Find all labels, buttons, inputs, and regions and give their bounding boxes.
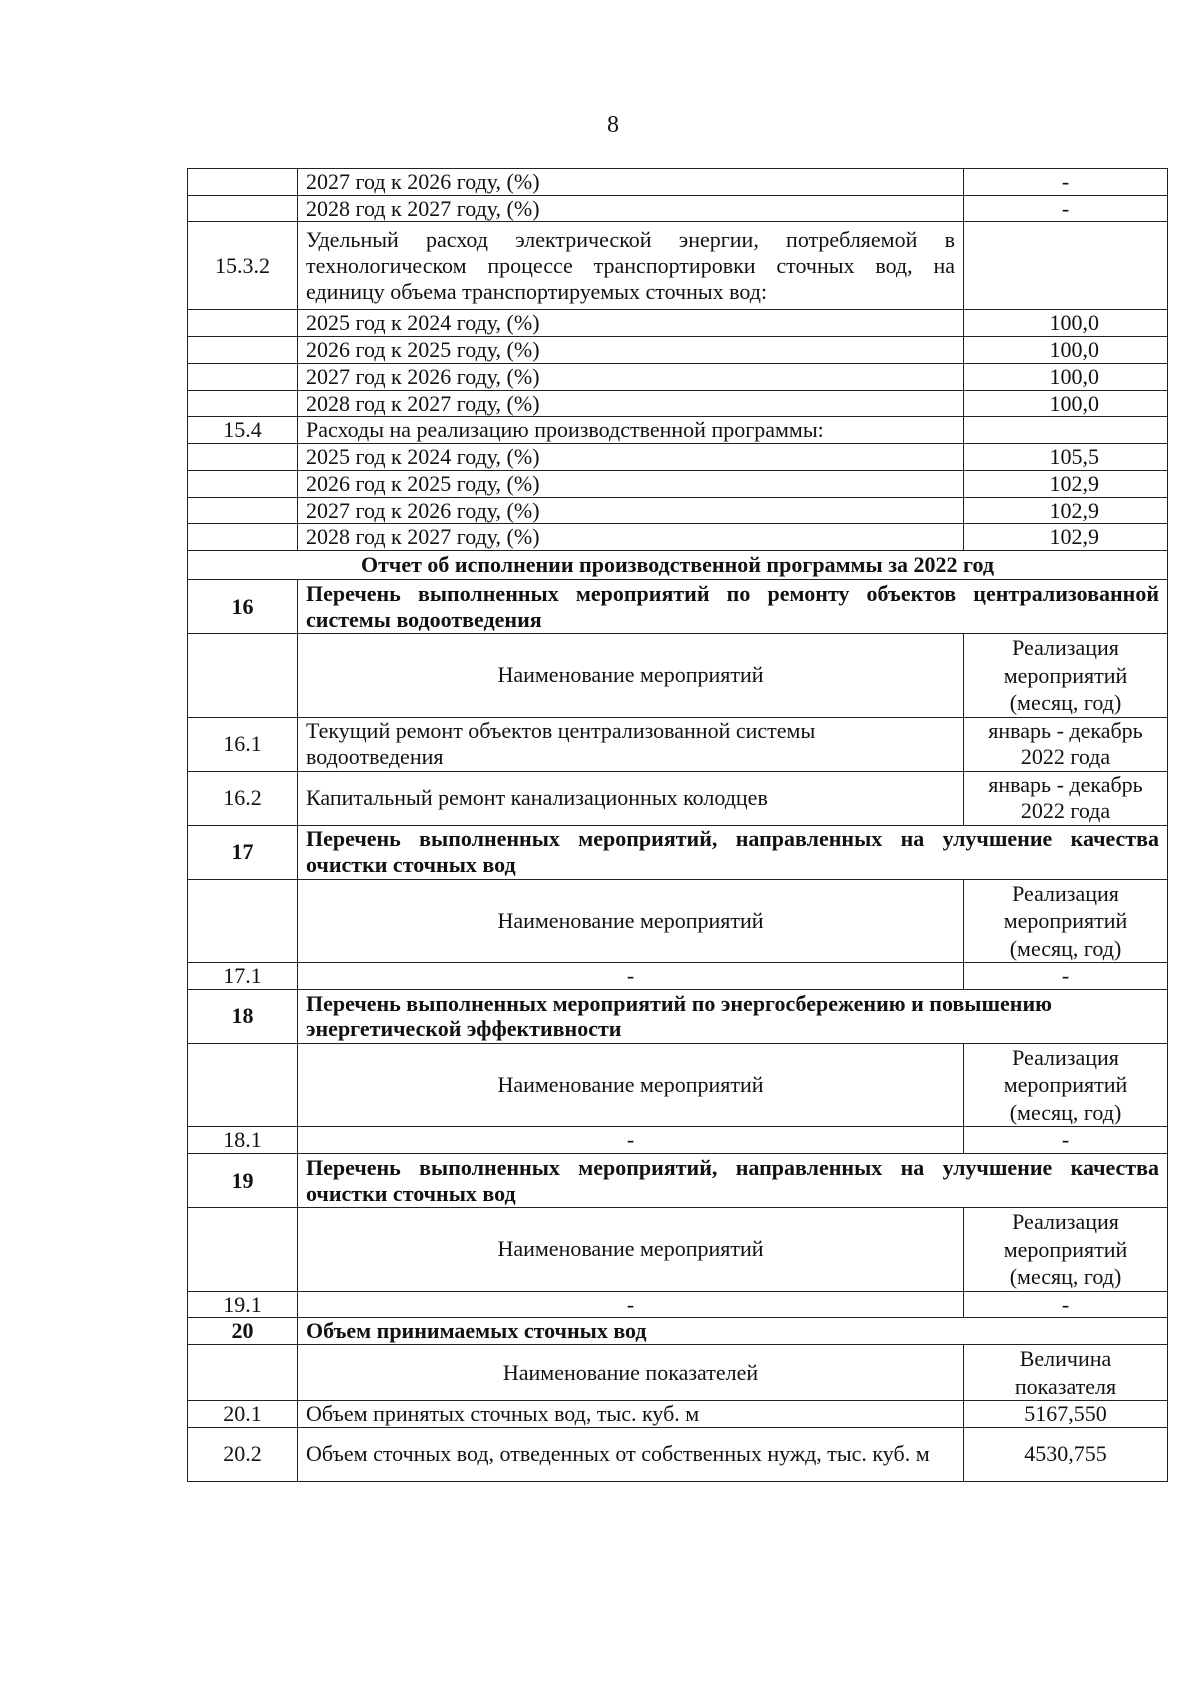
column-header-value: Реализация мероприятий (месяц, год) [964, 879, 1168, 963]
report-title-row [188, 551, 1168, 580]
row-value: 102,9 [964, 497, 1168, 524]
item-number: 20.1 [188, 1401, 298, 1428]
item-number: 19.1 [188, 1291, 298, 1318]
row-value: 100,0 [964, 363, 1168, 390]
row-value: 105,5 [964, 444, 1168, 471]
table-row [188, 470, 1168, 497]
row-value: - [964, 195, 1168, 222]
section-number: 19 [188, 1154, 298, 1208]
number-cell [188, 169, 298, 196]
table-row [188, 1401, 1168, 1428]
column-header-row [188, 879, 1168, 963]
section-number: 18 [188, 989, 298, 1043]
item-number: 17.1 [188, 963, 298, 990]
column-header-name: Наименование мероприятий [298, 879, 964, 963]
section-title: Перечень выполненных мероприятий, направленных на улучшение качества очистки сточных вод [298, 1154, 1168, 1208]
table-row [188, 169, 1168, 196]
column-header-row [188, 634, 1168, 718]
item-value: январь - декабрь 2022 года [964, 771, 1168, 825]
row-value [964, 222, 1168, 310]
column-header-name: Наименование мероприятий [298, 1208, 964, 1292]
table-row [188, 771, 1168, 825]
table-row [188, 363, 1168, 390]
table-row [188, 195, 1168, 222]
column-header-value: Реализация мероприятий (месяц, год) [964, 1208, 1168, 1292]
item-value: 5167,550 [964, 1401, 1168, 1428]
item-text: Расходы на реализацию производственной программы: [298, 417, 964, 444]
table-row [188, 1291, 1168, 1318]
item-number: 20.2 [188, 1427, 298, 1481]
section-header-row [188, 989, 1168, 1043]
item-number: 16.1 [188, 717, 298, 771]
table-row [188, 963, 1168, 990]
table-row [188, 444, 1168, 471]
section-header-row [188, 1154, 1168, 1208]
item-name: Капитальный ремонт канализационных колодцев [298, 771, 964, 825]
item-name: - [298, 1127, 964, 1154]
report-title: Отчет об исполнении производственной программы за 2022 год [188, 551, 1168, 580]
item-value: январь - декабрь 2022 года [964, 717, 1168, 771]
row-label: 2026 год к 2025 году, (%) [298, 470, 964, 497]
item-name: - [298, 1291, 964, 1318]
column-header-value: Величина показателя [964, 1345, 1168, 1401]
column-header-value: Реализация мероприятий (месяц, год) [964, 1043, 1168, 1127]
row-value: - [964, 169, 1168, 196]
production-program-table [187, 168, 1168, 1482]
table-row [188, 390, 1168, 417]
section-header-row [188, 1318, 1168, 1345]
page-number: 8 [607, 112, 619, 138]
row-label: 2027 год к 2026 году, (%) [298, 363, 964, 390]
row-label: 2025 год к 2024 году, (%) [298, 444, 964, 471]
table-row [188, 497, 1168, 524]
item-value: - [964, 963, 1168, 990]
item-number: 15.3.2 [188, 222, 298, 310]
column-header-value: Реализация мероприятий (месяц, год) [964, 634, 1168, 718]
table-row [188, 417, 1168, 444]
row-label: 2028 год к 2027 году, (%) [298, 390, 964, 417]
section-number: 20 [188, 1318, 298, 1345]
column-header-name: Наименование мероприятий [298, 1043, 964, 1127]
item-number: 15.4 [188, 417, 298, 444]
row-label: 2027 год к 2026 году, (%) [298, 497, 964, 524]
table-row [188, 222, 1168, 310]
section-number: 17 [188, 825, 298, 879]
column-header-name: Наименование показателей [298, 1345, 964, 1401]
table-row [188, 310, 1168, 337]
section-number: 16 [188, 580, 298, 634]
row-label: 2025 год к 2024 году, (%) [298, 310, 964, 337]
table-row [188, 717, 1168, 771]
row-value: 100,0 [964, 390, 1168, 417]
row-label: 2028 год к 2027 году, (%) [298, 195, 964, 222]
column-header-row [188, 1208, 1168, 1292]
table-row [188, 337, 1168, 364]
section-title: Перечень выполненных мероприятий, направленных на улучшение качества очистки сточных вод [298, 825, 1168, 879]
section-title: Объем принимаемых сточных вод [298, 1318, 1168, 1345]
item-name: - [298, 963, 964, 990]
table-row [188, 1127, 1168, 1154]
column-header-name: Наименование мероприятий [298, 634, 964, 718]
table-row [188, 1427, 1168, 1481]
item-value: - [964, 1127, 1168, 1154]
section-title: Перечень выполненных мероприятий по энергосбережению и повышению энергетической эффективности [298, 989, 1168, 1043]
item-name: Объем принятых сточных вод, тыс. куб. м [298, 1401, 964, 1428]
table-row [188, 524, 1168, 551]
item-text: Удельный расход электрической энергии, потребляемой в технологическом процессе транспортировки сточных вод, на единицу объема транспортируемых сточных вод: [298, 222, 964, 310]
row-label: 2027 год к 2026 году, (%) [298, 169, 964, 196]
item-name: Текущий ремонт объектов централизованной системы водоотведения [298, 717, 964, 771]
row-value: 102,9 [964, 524, 1168, 551]
section-header-row [188, 825, 1168, 879]
item-number: 18.1 [188, 1127, 298, 1154]
row-value: 102,9 [964, 470, 1168, 497]
number-cell [188, 195, 298, 222]
item-value: - [964, 1291, 1168, 1318]
row-label: 2026 год к 2025 году, (%) [298, 337, 964, 364]
item-name: Объем сточных вод, отведенных от собственных нужд, тыс. куб. м [298, 1427, 964, 1481]
row-value: 100,0 [964, 310, 1168, 337]
item-value: 4530,755 [964, 1427, 1168, 1481]
section-header-row [188, 580, 1168, 634]
column-header-row [188, 1043, 1168, 1127]
item-number: 16.2 [188, 771, 298, 825]
row-value: 100,0 [964, 337, 1168, 364]
column-header-row [188, 1345, 1168, 1401]
row-label: 2028 год к 2027 году, (%) [298, 524, 964, 551]
section-title: Перечень выполненных мероприятий по ремонту объектов централизованной системы водоотведения [298, 580, 1168, 634]
